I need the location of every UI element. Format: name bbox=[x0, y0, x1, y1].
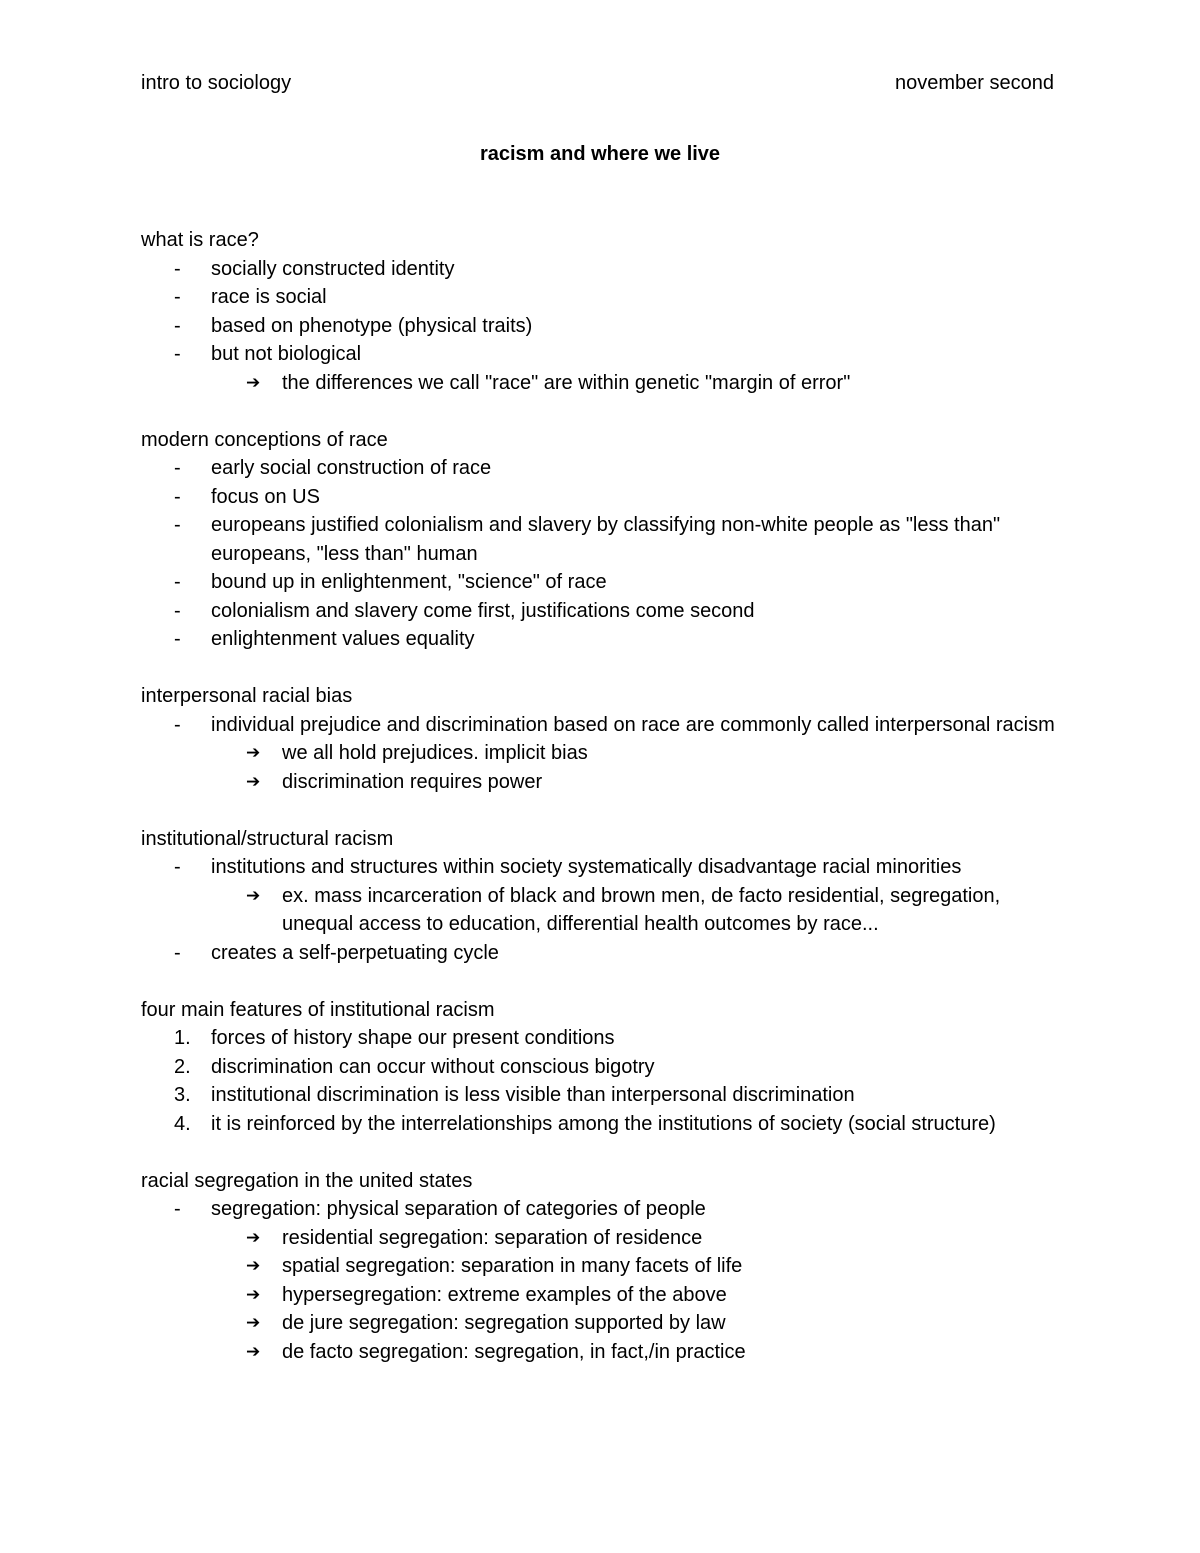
notes-section bbox=[141, 226, 1076, 397]
dash-bullet-icon: - bbox=[174, 1198, 181, 1220]
list-item-text: socially constructed identity bbox=[211, 257, 455, 280]
arrow-sublist bbox=[211, 882, 1076, 939]
arrow-sublist bbox=[211, 369, 1076, 398]
sublist-item bbox=[211, 369, 1076, 398]
dash-bullet-icon: - bbox=[174, 457, 181, 479]
bullet-list bbox=[141, 853, 1076, 967]
sublist-item-text: hypersegregation: extreme examples of the above bbox=[282, 1283, 727, 1306]
list-number: 2. bbox=[174, 1055, 191, 1078]
notes-body bbox=[141, 226, 1076, 1395]
arrow-sublist bbox=[211, 739, 1076, 796]
section-heading: interpersonal racial bias bbox=[141, 685, 353, 707]
bullet-list bbox=[141, 255, 1076, 398]
arrow-bullet-icon: ➔ bbox=[246, 771, 261, 792]
notes-section bbox=[141, 825, 1076, 968]
sublist-item bbox=[211, 1281, 1076, 1310]
dash-bullet-icon: - bbox=[174, 856, 181, 878]
numbered-list bbox=[141, 1024, 1076, 1138]
sublist-item bbox=[211, 882, 1076, 939]
list-item bbox=[141, 255, 1076, 284]
sublist-item bbox=[211, 1252, 1076, 1281]
arrow-bullet-icon: ➔ bbox=[246, 1284, 261, 1305]
notes-section bbox=[141, 1167, 1076, 1367]
list-item-text: institutions and structures within society systematically disadvantage racial minorities bbox=[211, 856, 962, 878]
arrow-bullet-icon: ➔ bbox=[246, 743, 261, 763]
section-heading: institutional/structural racism bbox=[141, 827, 394, 850]
list-item-text: discrimination can occur without conscious bigotry bbox=[211, 1055, 655, 1078]
list-item-text: enlightenment values equality bbox=[211, 628, 475, 650]
sublist-item-text: spatial segregation: separation in many facets of life bbox=[282, 1255, 743, 1277]
sublist-item-text: the differences we call "race" are within genetic "margin of error" bbox=[282, 371, 851, 394]
list-item bbox=[141, 625, 1076, 654]
list-item bbox=[141, 454, 1076, 483]
list-item-text: creates a self-perpetuating cycle bbox=[211, 941, 499, 964]
header-date: november second bbox=[895, 72, 1054, 94]
dash-bullet-icon: - bbox=[174, 713, 181, 736]
section-heading: what is race? bbox=[141, 229, 259, 251]
section-heading: four main features of institutional racism bbox=[141, 998, 495, 1021]
dash-bullet-icon: - bbox=[174, 257, 181, 280]
dash-bullet-icon: - bbox=[174, 571, 181, 593]
sublist-item bbox=[211, 1338, 1076, 1367]
list-item-text: europeans justified colonialism and slavery by classifying non-white people as "less than" europeans, "less than" human bbox=[211, 514, 1001, 565]
page-title: racism and where we live bbox=[479, 143, 721, 165]
list-item bbox=[141, 1195, 1076, 1366]
list-item-text: but not biological bbox=[211, 343, 362, 365]
sublist-item-text: de facto segregation: segregation, in fact,/in practice bbox=[282, 1340, 746, 1363]
bullet-list bbox=[141, 711, 1076, 797]
list-item bbox=[141, 312, 1076, 341]
list-item-text: bound up in enlightenment, "science" of race bbox=[211, 571, 607, 593]
list-number: 3. bbox=[174, 1084, 191, 1106]
notes-section bbox=[141, 426, 1076, 654]
list-item-text: based on phenotype (physical traits) bbox=[211, 314, 533, 337]
sublist-item-text: residential segregation: separation of residence bbox=[282, 1226, 703, 1249]
dash-bullet-icon: - bbox=[174, 514, 181, 536]
arrow-sublist bbox=[211, 1224, 1076, 1367]
list-item-text: early social construction of race bbox=[211, 457, 492, 479]
section-heading: racial segregation in the united states bbox=[141, 1169, 473, 1192]
list-item bbox=[141, 340, 1076, 397]
list-item bbox=[141, 1110, 1076, 1139]
sublist-item-text: ex. mass incarceration of black and brown men, de facto residential, segregation, unequal access to education, differential health outcomes by race... bbox=[282, 884, 1001, 935]
arrow-bullet-icon: ➔ bbox=[246, 1256, 261, 1276]
list-item-text: institutional discrimination is less visible than interpersonal discrimination bbox=[211, 1084, 855, 1106]
sublist-item bbox=[211, 1224, 1076, 1253]
dash-bullet-icon: - bbox=[174, 343, 181, 365]
notes-section bbox=[141, 996, 1076, 1139]
list-item bbox=[141, 939, 1076, 968]
arrow-bullet-icon: ➔ bbox=[246, 1313, 261, 1333]
list-item-text: focus on US bbox=[211, 485, 320, 508]
dash-bullet-icon: - bbox=[174, 286, 181, 308]
dash-bullet-icon: - bbox=[174, 314, 181, 337]
list-item-text: race is social bbox=[211, 286, 327, 308]
list-item bbox=[141, 853, 1076, 939]
list-item bbox=[141, 597, 1076, 626]
sublist-item bbox=[211, 1309, 1076, 1338]
arrow-bullet-icon: ➔ bbox=[246, 885, 261, 906]
list-item-text: individual prejudice and discrimination based on race are commonly called interpersonal racism bbox=[211, 713, 1055, 736]
arrow-bullet-icon: ➔ bbox=[246, 372, 261, 393]
list-item-text: colonialism and slavery come first, justifications come second bbox=[211, 599, 755, 622]
sublist-item-text: we all hold prejudices. implicit bias bbox=[282, 742, 588, 764]
list-item bbox=[141, 1053, 1076, 1082]
arrow-bullet-icon: ➔ bbox=[246, 1227, 261, 1248]
bullet-list bbox=[141, 1195, 1076, 1366]
sublist-item-text: discrimination requires power bbox=[282, 770, 543, 793]
list-item bbox=[141, 1081, 1076, 1110]
sublist-item bbox=[211, 768, 1076, 797]
dash-bullet-icon: - bbox=[174, 599, 181, 622]
list-number: 1. bbox=[174, 1027, 191, 1049]
sublist-item-text: de jure segregation: segregation supported by law bbox=[282, 1312, 726, 1334]
sublist-item bbox=[211, 739, 1076, 768]
list-item bbox=[141, 483, 1076, 512]
list-item bbox=[141, 711, 1076, 797]
list-item-text: segregation: physical separation of categories of people bbox=[211, 1198, 706, 1220]
list-item bbox=[141, 283, 1076, 312]
dash-bullet-icon: - bbox=[174, 628, 181, 650]
bullet-list bbox=[141, 454, 1076, 654]
notes-section bbox=[141, 682, 1076, 796]
dash-bullet-icon: - bbox=[174, 941, 181, 964]
list-number: 4. bbox=[174, 1112, 191, 1135]
dash-bullet-icon: - bbox=[174, 485, 181, 508]
list-item-text: it is reinforced by the interrelationships among the institutions of society (social structure) bbox=[211, 1112, 996, 1135]
list-item bbox=[141, 568, 1076, 597]
list-item bbox=[141, 511, 1076, 568]
list-item-text: forces of history shape our present conditions bbox=[211, 1027, 615, 1049]
section-heading: modern conceptions of race bbox=[141, 428, 388, 451]
list-item bbox=[141, 1024, 1076, 1053]
arrow-bullet-icon: ➔ bbox=[246, 1341, 261, 1362]
header-course: intro to sociology bbox=[141, 72, 292, 94]
